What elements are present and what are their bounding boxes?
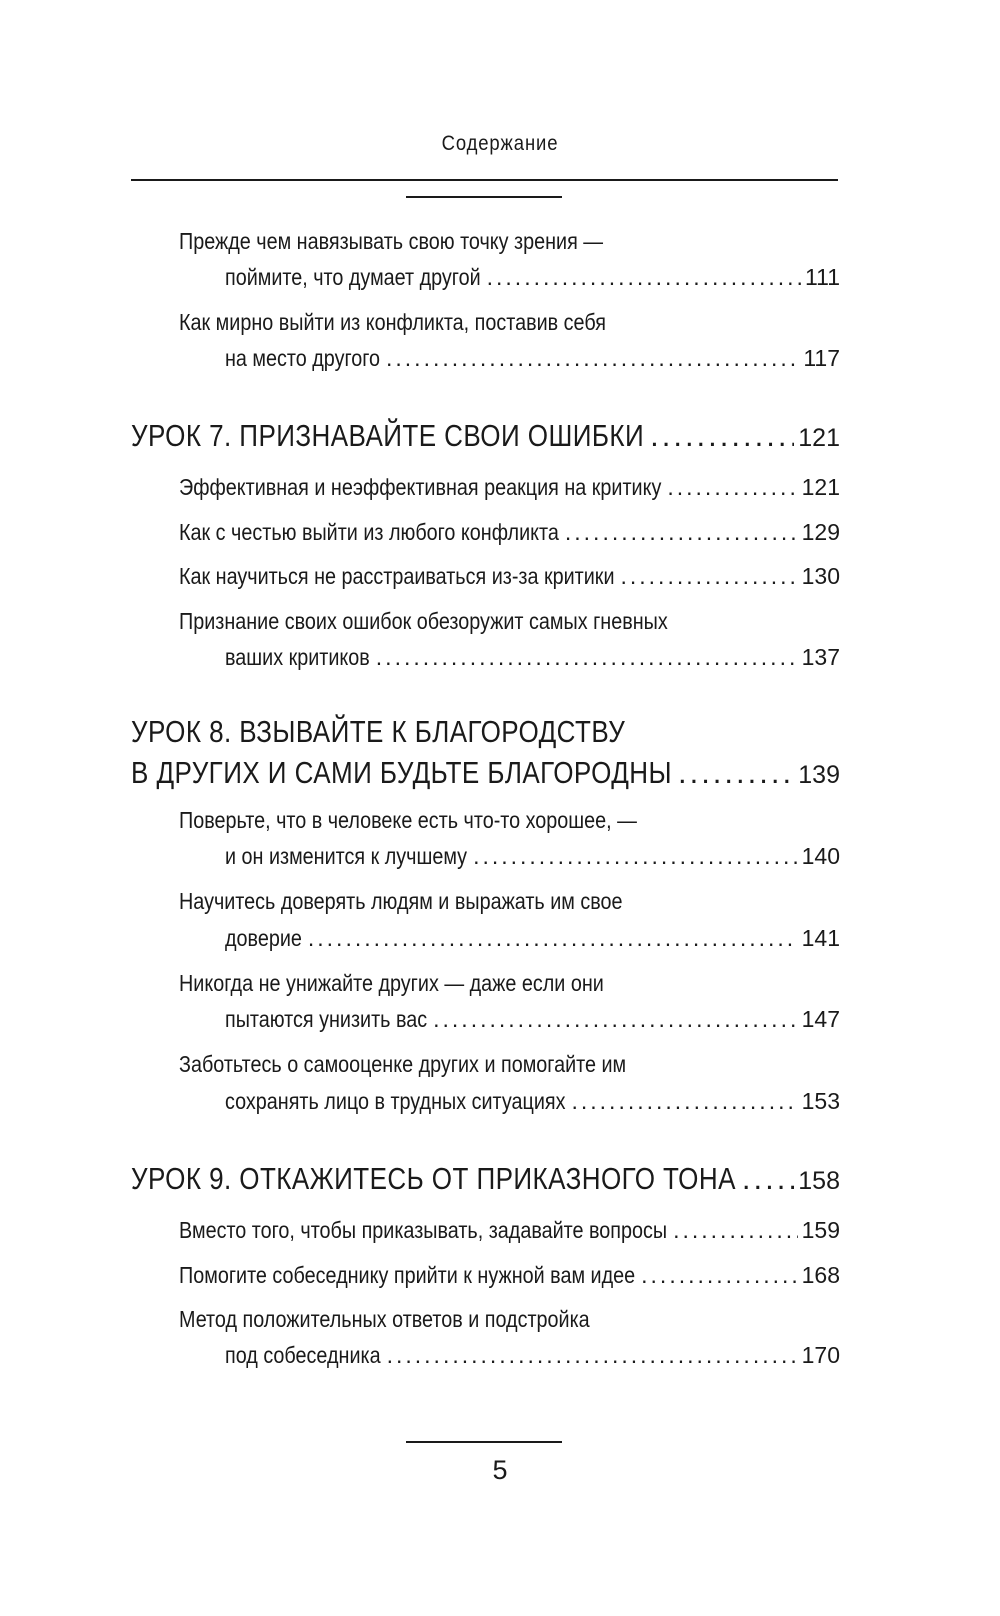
page-ref: 141 xyxy=(801,925,840,951)
toc-entry-link[interactable]: ваших критиков ..... 137 xyxy=(225,644,840,671)
toc-entry-title: Никогда не унижайте других — даже если они xyxy=(179,970,604,996)
running-head: Содержание xyxy=(441,132,559,155)
dot-leader xyxy=(742,1161,794,1197)
page-ref: 153 xyxy=(801,1088,840,1114)
toc-entry-title: Прежде чем навязывать свою точку зрения — xyxy=(179,228,604,254)
page-ref: 121 xyxy=(801,474,840,500)
toc-entry-link[interactable]: Как научиться не расстраиваться из-за критики ..... 130 xyxy=(179,563,840,590)
toc-entry-title: Поверьте, что в человеке есть что-то хорошее, — xyxy=(179,807,637,833)
toc-entry-title: Как мирно выйти из конфликта, поставив себя xyxy=(179,309,606,335)
page-ref: 158 xyxy=(798,1167,840,1195)
dot-leader xyxy=(667,474,797,501)
toc-entry-link[interactable]: Как с честью выйти из любого конфликта ..... 129 xyxy=(179,519,840,546)
lesson-heading-8: УРОК 8. ВЗЫВАЙТЕ К БЛАГОРОДСТВУ xyxy=(131,714,626,749)
toc-entry-link[interactable]: Помогите собеседнику прийти к нужной вам идее ..... 168 xyxy=(179,1262,840,1289)
page-ref: 130 xyxy=(801,563,840,589)
toc-entry-link[interactable]: на место другого ..... 117 xyxy=(225,345,840,372)
page-ref: 121 xyxy=(798,424,840,452)
dot-leader xyxy=(433,1006,797,1033)
page-ref: 117 xyxy=(803,345,840,371)
dot-leader xyxy=(565,519,798,546)
toc-entry-link[interactable]: пытаются унизить вас ..... 147 xyxy=(225,1006,840,1033)
dot-leader xyxy=(650,418,794,454)
page-number: 5 xyxy=(492,1455,508,1485)
page-ref: 139 xyxy=(798,761,840,789)
lesson-heading-7[interactable]: УРОК 7. ПРИЗНАВАЙТЕ СВОИ ОШИБКИ ..... 121 xyxy=(131,418,840,454)
page-ref: 137 xyxy=(801,644,840,670)
toc-entry-link[interactable]: сохранять лицо в трудных ситуациях ..... 153 xyxy=(225,1088,840,1115)
lesson-heading-9[interactable]: УРОК 9. ОТКАЖИТЕСЬ ОТ ПРИКАЗНОГО ТОНА ..... 158 xyxy=(131,1161,840,1197)
toc-entry-link[interactable]: Эффективная и неэффективная реакция на критику ..... 121 xyxy=(179,474,840,501)
page-ref: 140 xyxy=(801,843,840,869)
dot-leader xyxy=(387,1342,798,1369)
page-ref: 129 xyxy=(801,519,840,545)
page-ref: 168 xyxy=(801,1262,840,1288)
lesson-heading-8-cont[interactable]: В ДРУГИХ И САМИ БУДЬТЕ БЛАГОРОДНЫ ..... 139 xyxy=(131,755,840,791)
page-ref: 170 xyxy=(801,1342,840,1368)
page-ref: 111 xyxy=(805,264,840,290)
toc-entry-link[interactable]: Вместо того, чтобы приказывать, задавайте вопросы ..... 159 xyxy=(179,1217,840,1244)
dot-leader xyxy=(678,755,794,791)
dot-leader xyxy=(308,925,798,952)
toc-entry-title: Признание своих ошибок обезоружит самых гневных xyxy=(179,608,668,634)
toc-entry-title: Метод положительных ответов и подстройка xyxy=(179,1306,590,1332)
toc-entry-link[interactable]: поймите, что думает другой ..... 111 xyxy=(225,264,840,291)
toc-entry-title: Научитесь доверять людям и выражать им свое xyxy=(179,888,623,914)
toc-entry-link[interactable]: под собеседника ..... 170 xyxy=(225,1342,840,1369)
footer-short-rule xyxy=(406,1441,562,1443)
dot-leader xyxy=(673,1217,798,1244)
dot-leader xyxy=(572,1088,798,1115)
page-ref: 159 xyxy=(801,1217,840,1243)
toc-entry-title: Заботьтесь о самооценке других и помогайте им xyxy=(179,1051,627,1077)
dot-leader xyxy=(376,644,798,671)
dot-leader xyxy=(641,1262,797,1289)
dot-leader xyxy=(621,563,798,590)
dot-leader xyxy=(473,843,798,870)
page-ref: 147 xyxy=(801,1006,840,1032)
dot-leader xyxy=(386,345,799,372)
dot-leader xyxy=(487,264,801,291)
toc-entry-link[interactable]: доверие ..... 141 xyxy=(225,925,840,952)
toc-entry-link[interactable]: и он изменится к лучшему ..... 140 xyxy=(225,843,840,870)
